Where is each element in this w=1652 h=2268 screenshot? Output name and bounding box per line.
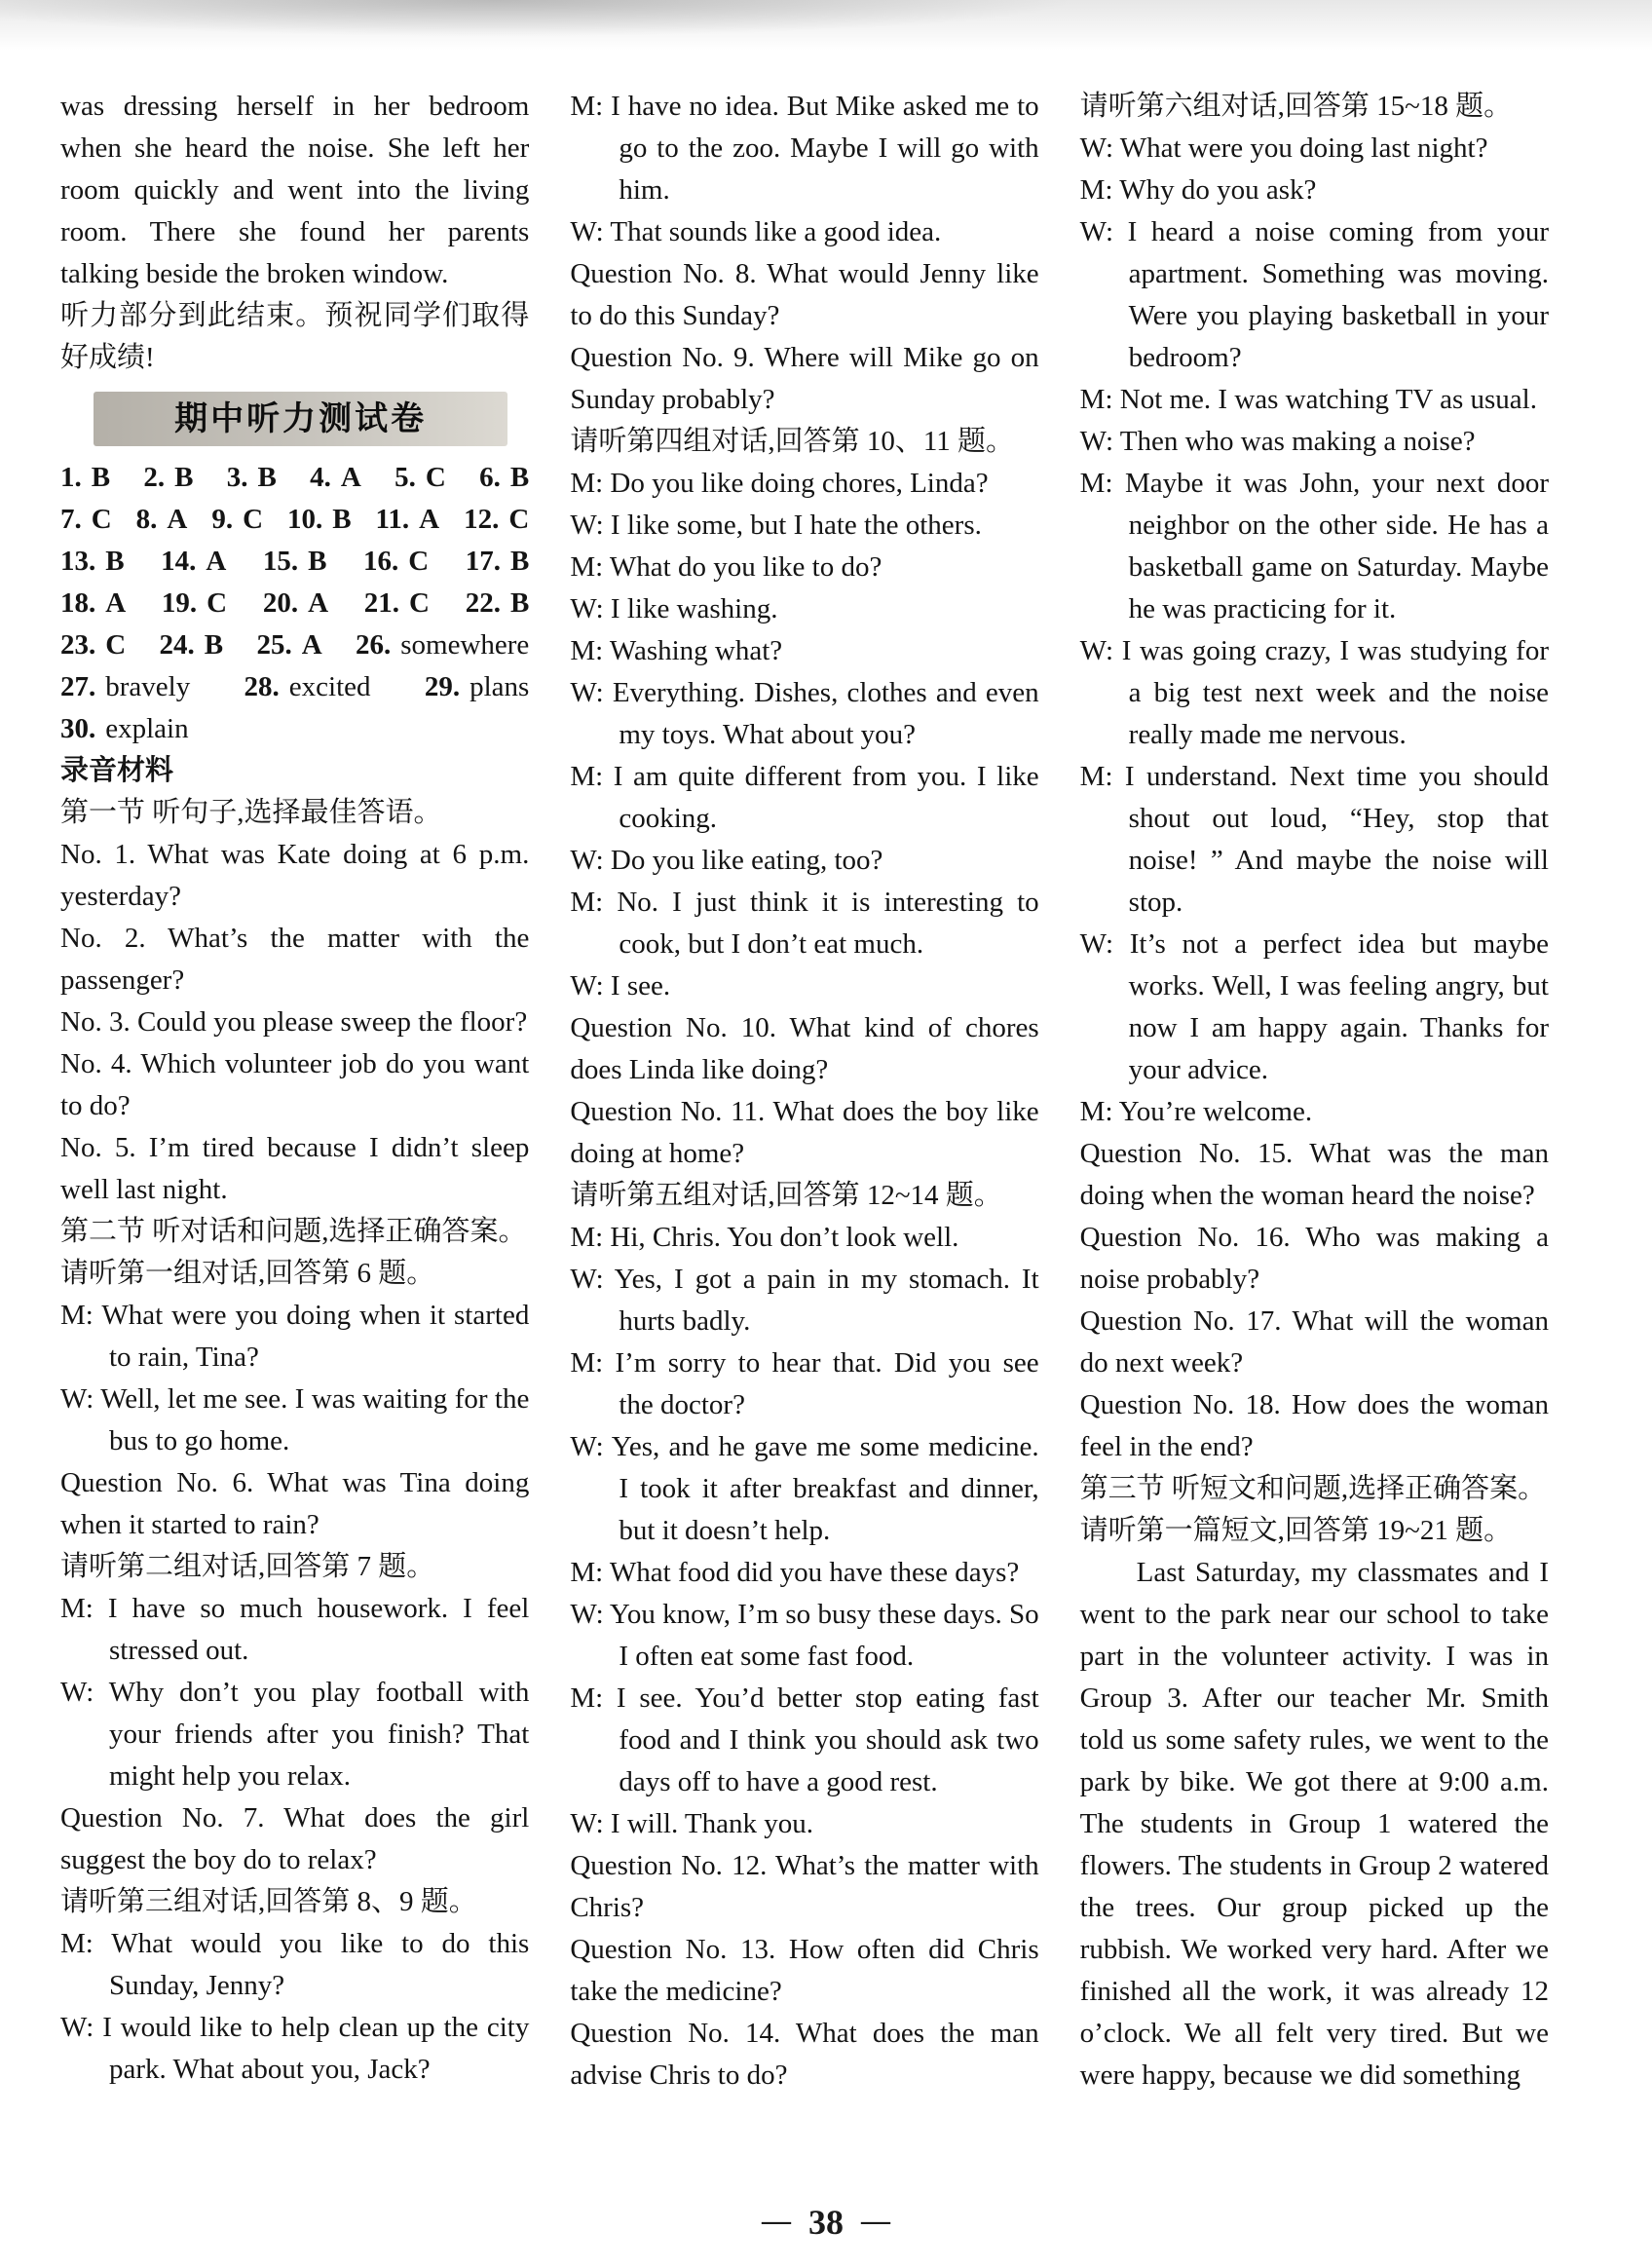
answer-value: A (419, 504, 440, 535)
answer-item (161, 541, 226, 583)
answer-number: 9. (211, 504, 234, 535)
answer-item (263, 541, 327, 583)
answer-value: B (509, 587, 530, 619)
answer-item (227, 457, 277, 499)
section-heading-bar (94, 392, 507, 446)
answer-value: C (105, 629, 127, 661)
answer-item (376, 499, 440, 541)
answer-line (60, 583, 529, 624)
text-block: Question No. 9. Where will Mike go on Sunday probably? (570, 342, 1039, 415)
text-block: W: I heard a noise coming from your apartment. Something was moving. Were you playing basketball in your bedroom? (1079, 216, 1549, 373)
answer-value: B (308, 546, 327, 577)
answer-value: excited (288, 671, 371, 702)
text-block: 请听第二组对话,回答第 7 题。 (60, 1551, 435, 1582)
answer-item (466, 541, 530, 583)
text-block: Question No. 12. What’s the matter with Chris? (570, 1850, 1039, 1923)
text-block: Question No. 8. What would Jenny like to do this Sunday? (570, 258, 1039, 331)
text-block: M: I have so much housework. I feel stressed out. (60, 1593, 530, 1666)
answer-number: 23. (60, 629, 96, 661)
text-block: 第二节 听对话和问题,选择正确答案。 (60, 1216, 527, 1247)
answer-item (60, 624, 126, 666)
transcript-blocks-col1 (60, 750, 529, 2091)
text-block: M: I have no idea. But Mike asked me to go to the zoo. Maybe I will go with him. (570, 91, 1039, 206)
answer-value: A (206, 546, 227, 577)
answer-item (263, 583, 328, 624)
answer-value: A (308, 587, 329, 619)
answer-value: plans (469, 671, 530, 702)
text-block: Question No. 10. What kind of chores does Linda like doing? (570, 1012, 1039, 1085)
answer-number: 3. (226, 462, 248, 493)
answer-value: B (509, 546, 530, 577)
answer-number: 7. (60, 504, 82, 535)
answer-number: 16. (362, 546, 399, 577)
text-block: 请听第一篇短文,回答第 19~21 题。 (1079, 1515, 1513, 1546)
answer-line (60, 666, 529, 708)
answer-number: 8. (135, 504, 158, 535)
text-block: Question No. 17. What will the woman do next week? (1079, 1305, 1549, 1379)
page-number: 38 (808, 2203, 844, 2242)
answer-number: 30. (60, 713, 96, 744)
answer-value: B (105, 546, 125, 577)
answer-number: 20. (262, 587, 299, 619)
answer-item (356, 624, 529, 666)
text-block: M: Why do you ask? (1079, 174, 1317, 206)
transcript-blocks-col2 (570, 86, 1038, 2097)
text-block: W: Then who was making a noise? (1079, 426, 1476, 457)
text-block: No. 2. What’s the matter with the passenger? (60, 923, 530, 996)
content-columns (60, 86, 1549, 2097)
answer-value: A (105, 587, 127, 619)
text-block: W: I will. Thank you. (570, 1808, 814, 1839)
answer-item (464, 499, 529, 541)
text-block: W: That sounds like a good idea. (570, 216, 942, 247)
answer-number: 17. (465, 546, 501, 577)
text-block: Question No. 18. How does the woman feel in the end? (1079, 1389, 1549, 1462)
text-block: 第一节 听句子,选择最佳答语。 (60, 797, 442, 828)
intro-blocks (60, 86, 529, 379)
text-block: M: I am quite different from you. I like cooking. (570, 761, 1039, 834)
page-footer (0, 2202, 1652, 2243)
answer-item (60, 666, 190, 708)
text-block: 请听第六组对话,回答第 15~18 题。 (1079, 91, 1513, 122)
answer-value: B (204, 629, 224, 661)
answer-line (60, 624, 529, 666)
answer-number: 2. (143, 462, 166, 493)
answer-value: C (508, 504, 530, 535)
answer-number: 15. (262, 546, 299, 577)
text-block: 请听第五组对话,回答第 12~14 题。 (570, 1180, 1002, 1211)
answer-key (60, 457, 529, 750)
text-block: M: What were you doing when it started to rain, Tina? (60, 1300, 530, 1373)
text-block: W: It’s not a perfect idea but maybe works. Well, I was feeling angry, but now I am happy again. Thanks for your advice. (1079, 928, 1549, 1085)
text-block: M: Maybe it was John, your next door neighbor on the other side. He has a basketball game on Saturday. Maybe he was practicing for it. (1079, 468, 1549, 624)
answer-item (466, 583, 530, 624)
text-block: 请听第四组对话,回答第 10、11 题。 (570, 426, 1015, 457)
text-block: M: I’m sorry to hear that. Did you see the doctor? (570, 1347, 1039, 1420)
text-block: No. 1. What was Kate doing at 6 p.m. yesterday? (60, 839, 530, 912)
answer-number: 19. (161, 587, 198, 619)
answer-value: C (409, 587, 430, 619)
text-block: M: I understand. Next time you should shout out loud, “Hey, stop that noise! ” And maybe the noise will stop. (1079, 761, 1549, 918)
answer-line (60, 499, 529, 541)
answer-item (256, 624, 321, 666)
answer-item (60, 499, 112, 541)
answer-number: 1. (60, 462, 82, 493)
footer-dash-left: — (762, 2205, 791, 2237)
answer-item (363, 541, 429, 583)
column-3 (1080, 86, 1549, 2097)
text-block: W: You know, I’m so busy these days. So I often eat some fast food. (570, 1599, 1039, 1672)
text-block: Question No. 6. What was Tina doing when it started to rain? (60, 1467, 530, 1540)
text-block: Last Saturday, my classmates and I went to the park near our school to take part in the volunteer activity. I was in Group 3. After our teacher Mr. Smith told us some safety rules, we went to the park by bike. We got there at 9:00 a.m. The students in Group 1 watered the flowers. The students in Group 2 watered the trees. Our group picked up the rubbish. We worked very hard. After we finished all the work, it was already 12 o’clock. We all felt very tired. But we were happy, because we did something (1079, 1557, 1549, 2091)
transcript-blocks-col3 (1080, 86, 1549, 2097)
text-block: M: What do you like to do? (570, 551, 882, 583)
text-block: No. 4. Which volunteer job do you want to do? (60, 1048, 530, 1121)
answer-item (143, 457, 193, 499)
answer-number: 22. (465, 587, 501, 619)
section-heading-title: 期中听力测试卷 (174, 399, 428, 437)
answer-number: 11. (375, 504, 410, 535)
answer-item (244, 666, 371, 708)
answer-number: 10. (286, 504, 323, 535)
text-block: Question No. 14. What does the man advise Chris to do? (570, 2018, 1039, 2091)
footer-dash-right: — (861, 2205, 890, 2237)
answer-number: 27. (60, 671, 96, 702)
answer-number: 12. (464, 504, 500, 535)
answer-item (364, 583, 430, 624)
answer-item (479, 457, 529, 499)
text-block: was dressing herself in her bedroom when she heard the noise. She left her room quickly and went into the living room. There she found her parents talking beside the broken window. (60, 91, 530, 289)
text-block: W: I was going crazy, I was studying for a big test next week and the noise really made me nervous. (1079, 635, 1549, 750)
text-block: W: Why don’t you play football with your friends after you finish? That might help you relax. (60, 1677, 530, 1792)
answer-number: 24. (159, 629, 195, 661)
answer-number: 26. (355, 629, 392, 661)
answer-item (60, 457, 110, 499)
text-block: Question No. 15. What was the man doing when the woman heard the noise? (1079, 1138, 1549, 1211)
answer-line (60, 708, 529, 750)
answer-number: 21. (363, 587, 400, 619)
text-block: W: Yes, I got a pain in my stomach. It hurts badly. (570, 1264, 1039, 1337)
answer-value: bravely (105, 671, 191, 702)
answer-value: B (509, 462, 530, 493)
text-block: W: Well, let me see. I was waiting for the bus to go home. (60, 1383, 530, 1456)
scan-shadow-top (0, 0, 1652, 64)
text-block: M: Do you like doing chores, Linda? (570, 468, 989, 499)
text-block: W: I see. (570, 970, 671, 1002)
text-block: 听力部分到此结束。预祝同学们取得好成绩! (60, 300, 530, 373)
text-block: W: I like washing. (570, 593, 778, 624)
text-block: No. 5. I’m tired because I didn’t sleep well last night. (60, 1132, 530, 1205)
text-block: W: Do you like eating, too? (570, 845, 883, 876)
answer-number: 13. (60, 546, 96, 577)
answer-value: A (301, 629, 322, 661)
answer-number: 4. (310, 462, 331, 493)
text-block: M: I see. You’d better stop eating fast food and I think you should ask two days off to have a good rest. (570, 1682, 1039, 1797)
column-1 (60, 86, 529, 2097)
text-block: W: I like some, but I hate the others. (570, 510, 982, 541)
answer-item (287, 499, 352, 541)
text-block: M: Hi, Chris. You don’t look well. (570, 1222, 959, 1253)
answer-number: 14. (161, 546, 197, 577)
answer-value: A (340, 462, 361, 493)
answer-value: explain (105, 713, 189, 744)
text-block: Question No. 7. What does the girl suggest the boy do to relax? (60, 1802, 530, 1875)
text-block: 录音材料 (60, 755, 174, 786)
answer-item (211, 499, 263, 541)
answer-value: B (91, 462, 111, 493)
answer-item (160, 624, 224, 666)
text-block: M: Washing what? (570, 635, 783, 666)
answer-item (136, 499, 188, 541)
answer-line (60, 457, 529, 499)
answer-item (60, 583, 126, 624)
text-block: 请听第一组对话,回答第 6 题。 (60, 1258, 435, 1289)
answer-number: 28. (244, 671, 280, 702)
answer-number: 6. (479, 462, 501, 493)
answer-value: C (425, 462, 446, 493)
text-block: M: Not me. I was watching TV as usual. (1079, 384, 1537, 415)
answer-value: B (332, 504, 352, 535)
text-block: 第三节 听短文和问题,选择正确答案。 (1079, 1473, 1547, 1504)
text-block: M: What would you like to do this Sunday, Jenny? (60, 1928, 530, 2001)
answer-value: B (257, 462, 277, 493)
text-block: Question No. 13. How often did Chris take the medicine? (570, 1934, 1039, 2007)
answer-item (60, 708, 189, 750)
answer-value: C (206, 587, 228, 619)
text-block: M: You’re welcome. (1079, 1096, 1313, 1127)
answer-item (60, 541, 125, 583)
answer-item (425, 666, 529, 708)
answer-value: C (91, 504, 112, 535)
answer-value: somewhere (400, 629, 530, 661)
answer-line (60, 541, 529, 583)
answer-number: 29. (424, 671, 461, 702)
text-block: W: What were you doing last night? (1079, 132, 1488, 164)
answer-number: 18. (60, 587, 96, 619)
text-block: W: Everything. Dishes, clothes and even my toys. What about you? (570, 677, 1039, 750)
answer-item (162, 583, 227, 624)
text-block: M: What food did you have these days? (570, 1557, 1020, 1588)
text-block: W: Yes, and he gave me some medicine. I took it after breakfast and dinner, but it doesn’t help. (570, 1431, 1039, 1546)
text-block: W: I would like to help clean up the city park. What about you, Jack? (60, 2012, 530, 2085)
text-block: 请听第三组对话,回答第 8、9 题。 (60, 1886, 477, 1917)
answer-number: 25. (256, 629, 292, 661)
text-block: M: No. I just think it is interesting to cook, but I don’t eat much. (570, 887, 1039, 960)
answer-value: A (167, 504, 188, 535)
answer-item (394, 457, 446, 499)
answer-item (310, 457, 361, 499)
answer-value: C (243, 504, 264, 535)
text-block: Question No. 16. Who was making a noise probably? (1079, 1222, 1549, 1295)
answer-number: 5. (394, 462, 416, 493)
answer-value: C (408, 546, 430, 577)
column-2 (570, 86, 1038, 2097)
answer-value: B (174, 462, 194, 493)
text-block: No. 3. Could you please sweep the floor? (60, 1006, 528, 1038)
text-block: Question No. 11. What does the boy like doing at home? (570, 1096, 1039, 1169)
